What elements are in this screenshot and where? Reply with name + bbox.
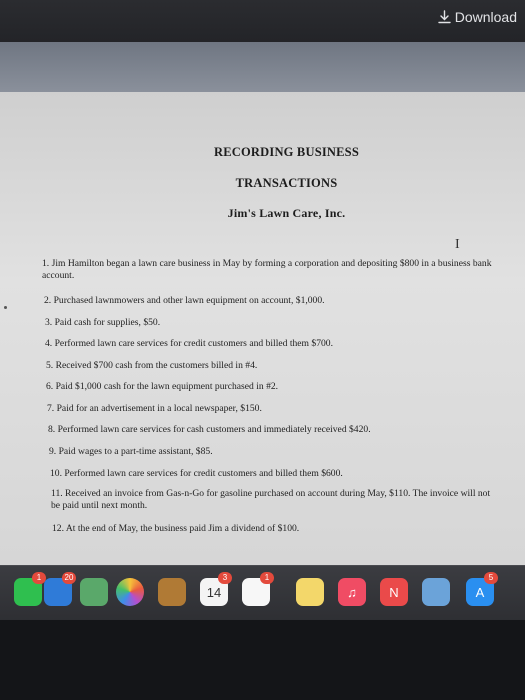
list-item: 2. Purchased lawnmowers and other lawn equipment on account, $1,000. bbox=[44, 295, 325, 306]
list-item: 10. Performed lawn care services for credit customers and billed them $600. bbox=[50, 468, 343, 479]
list-item: 8. Performed lawn care services for cash customers and immediately received $420. bbox=[48, 424, 371, 435]
photos-app-icon[interactable] bbox=[116, 578, 144, 606]
badge: 20 bbox=[62, 572, 76, 584]
list-item: 5. Received $700 cash from the customers billed in #4. bbox=[46, 360, 258, 371]
photos-icon[interactable] bbox=[44, 573, 74, 606]
badge: 1 bbox=[260, 572, 274, 584]
navigation-band bbox=[0, 42, 525, 92]
badge: 3 bbox=[218, 572, 232, 584]
text-cursor-icon: I bbox=[455, 237, 460, 252]
reminders-icon[interactable] bbox=[242, 573, 270, 606]
list-item: 9. Paid wages to a part-time assistant, $85. bbox=[49, 446, 213, 457]
maps-icon[interactable] bbox=[80, 578, 108, 606]
list-item: 7. Paid for an advertisement in a local newspaper, $150. bbox=[47, 403, 262, 414]
list-item: 11. Received an invoice from Gas-n-Go for gasoline purchased on account during May, $110. The invoice will not be paid until next month. bbox=[51, 488, 491, 511]
document-title-line2: TRANSACTIONS bbox=[235, 176, 338, 190]
calendar-icon[interactable] bbox=[200, 573, 228, 606]
preview-icon[interactable] bbox=[422, 578, 450, 606]
news-icon[interactable]: N bbox=[380, 578, 408, 606]
dock bbox=[0, 565, 525, 621]
download-icon bbox=[438, 10, 451, 24]
music-icon[interactable]: ♫ bbox=[338, 578, 366, 606]
document-page bbox=[0, 92, 525, 565]
download-button[interactable] bbox=[438, 6, 517, 28]
list-item: 4. Performed lawn care services for credit customers and billed them $700. bbox=[45, 338, 333, 349]
notes-icon[interactable] bbox=[296, 578, 324, 606]
document-title-line1: RECORDING BUSINESS bbox=[214, 145, 359, 159]
list-item: 1. Jim Hamilton began a lawn care business in May by forming a corporation and depositing $800 in a business bank account. bbox=[42, 258, 492, 281]
list-item: 3. Paid cash for supplies, $50. bbox=[45, 317, 161, 328]
list-item: 12. At the end of May, the business paid Jim a dividend of $100. bbox=[52, 523, 300, 534]
browser-toolbar bbox=[0, 0, 525, 42]
messages-icon[interactable] bbox=[14, 573, 42, 606]
company-name: Jim's Lawn Care, Inc. bbox=[227, 206, 346, 220]
notes-folder-icon[interactable] bbox=[158, 578, 186, 606]
app-store-icon[interactable]: A 5 bbox=[466, 578, 494, 606]
badge: 5 bbox=[484, 572, 498, 584]
download-label: Download bbox=[454, 9, 517, 25]
calendar-date: 14 bbox=[206, 584, 222, 600]
bottom-area bbox=[0, 620, 525, 700]
list-item: 6. Paid $1,000 cash for the lawn equipment purchased in #2. bbox=[46, 381, 279, 392]
stray-mark bbox=[4, 306, 7, 309]
badge: 1 bbox=[32, 572, 46, 584]
